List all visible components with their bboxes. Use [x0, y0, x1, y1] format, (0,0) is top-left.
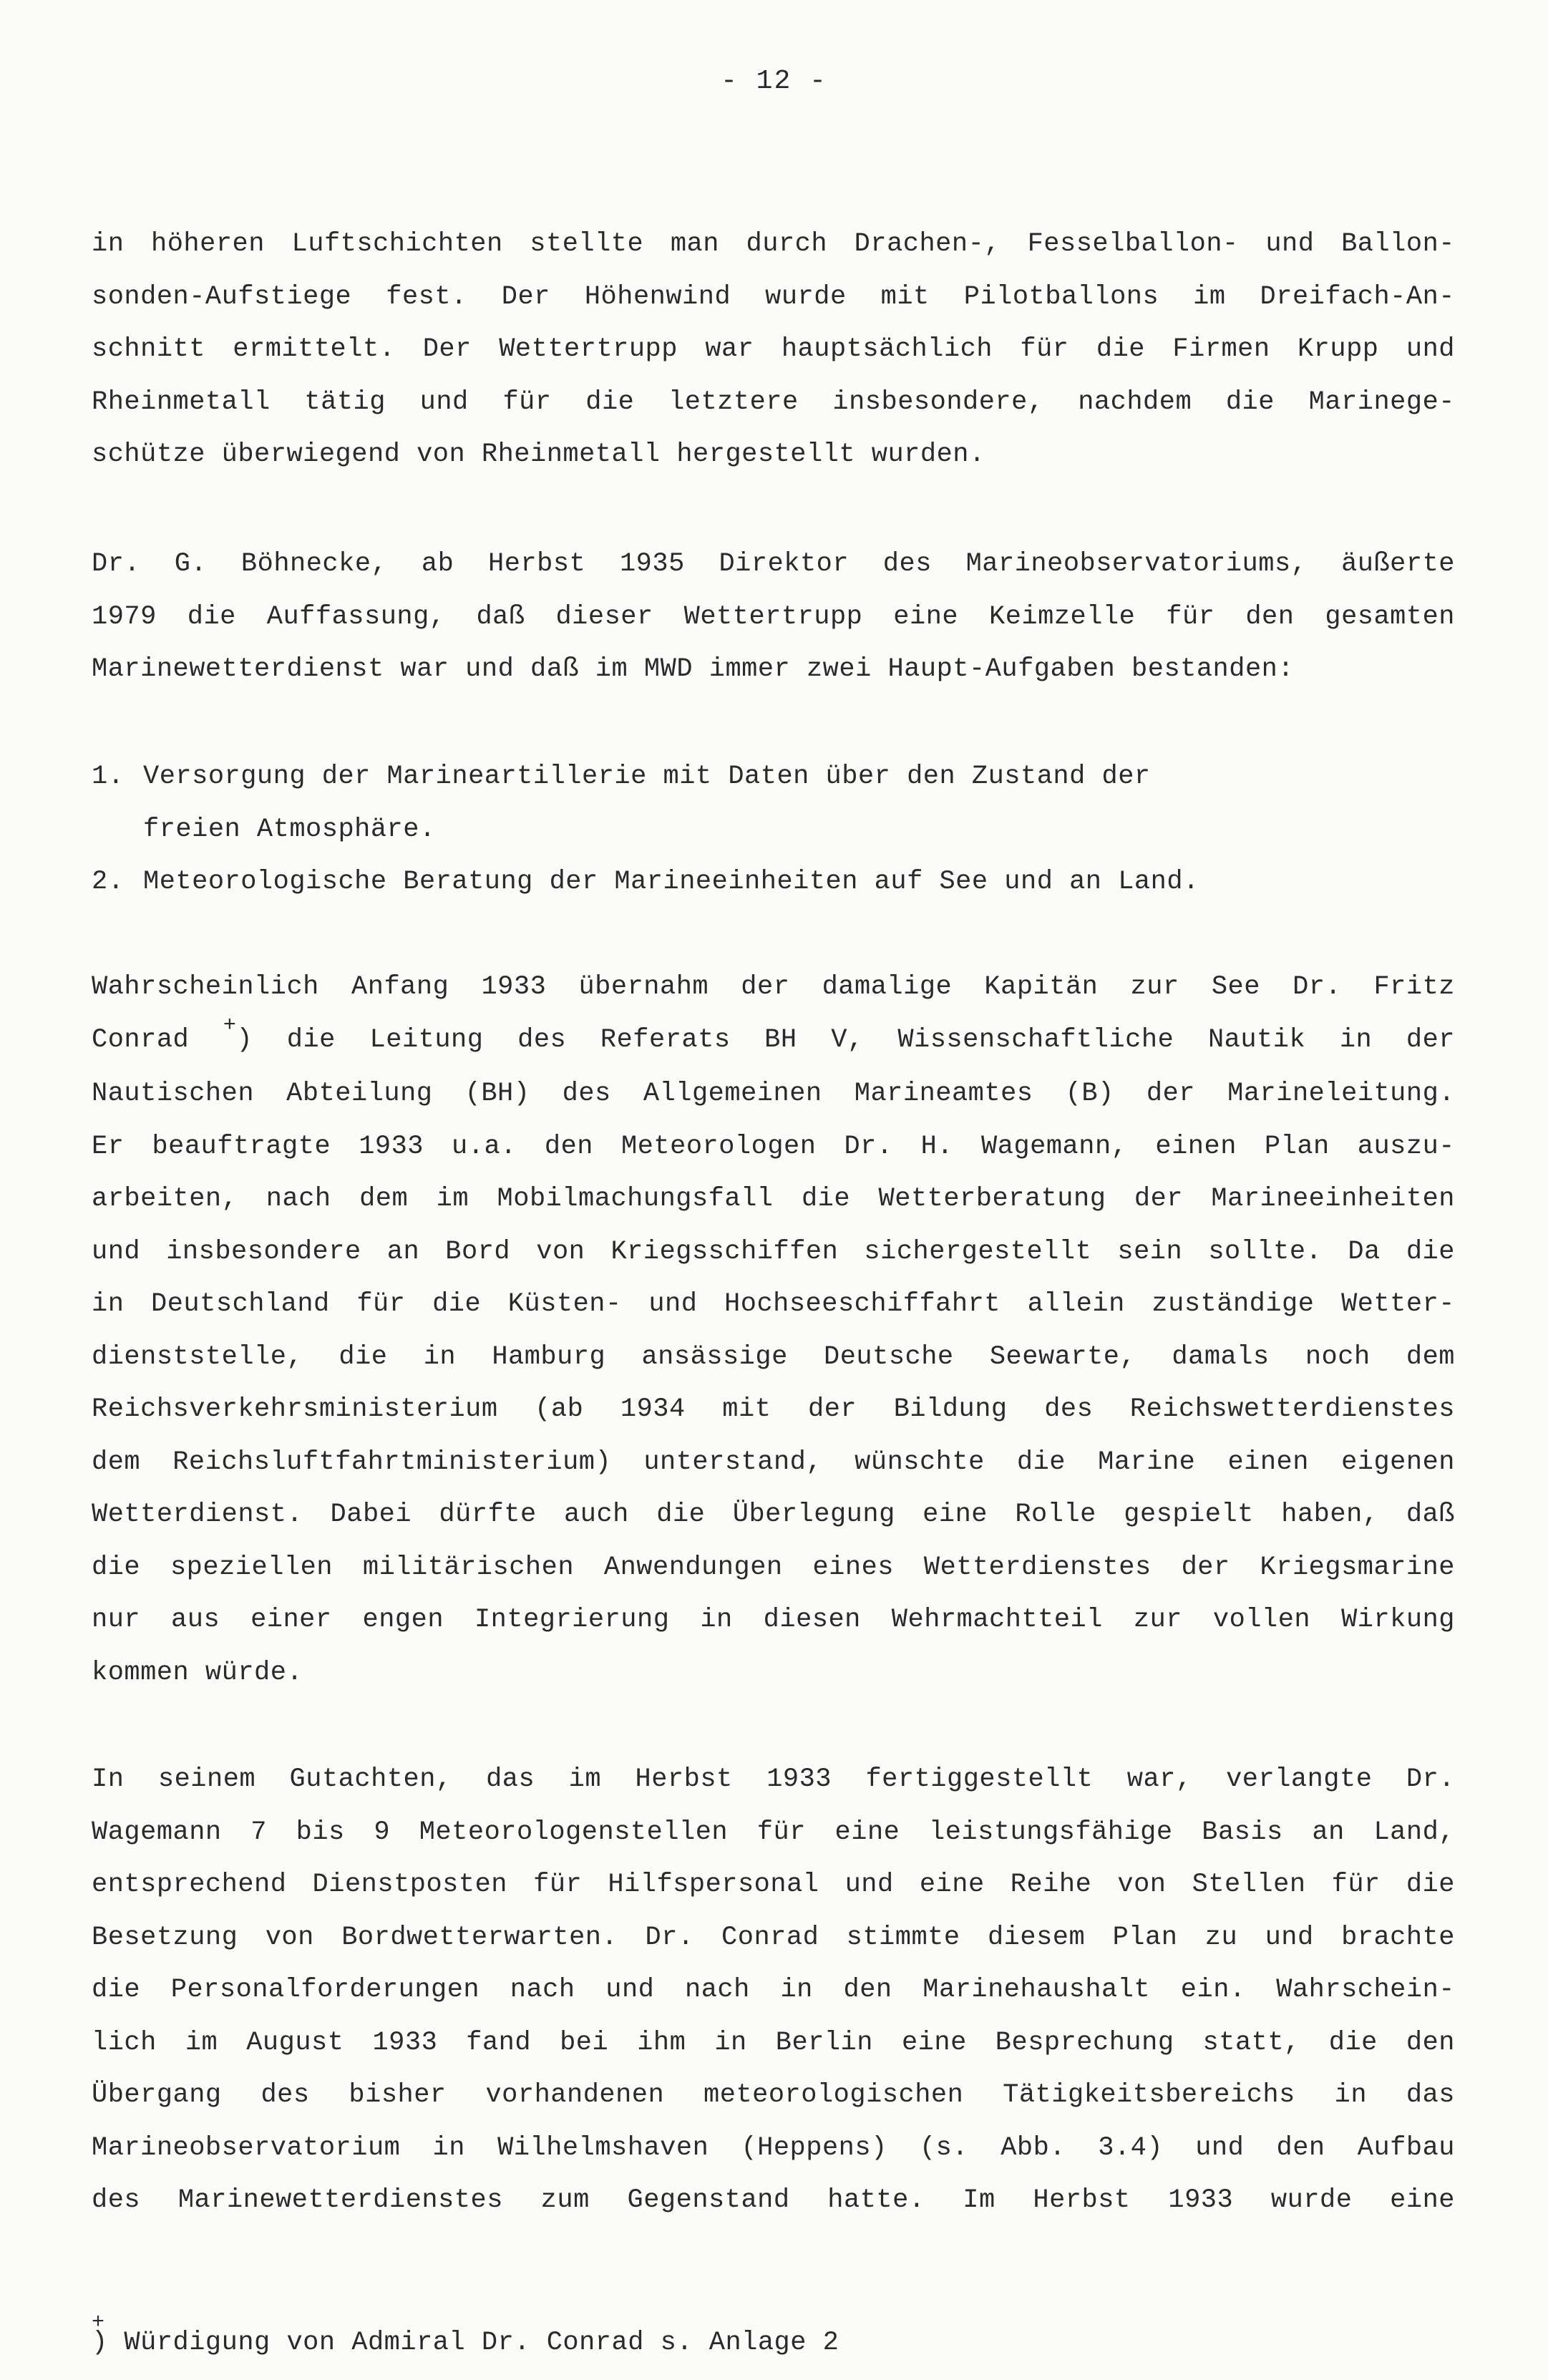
- text-line: Übergang des bisher vorhandenen meteorologischen Tätigkeitsbereichs in das: [92, 2080, 1455, 2110]
- text-line: Nautischen Abteilung (BH) des Allgemeinen Marineamtes (B) der Marineleitung.: [92, 1079, 1455, 1109]
- footnote-mark: +: [92, 2311, 105, 2335]
- text-line: dem Reichsluftfahrtministerium) unterstand, wünschte die Marine einen eigenen: [92, 1447, 1455, 1477]
- text-line: Er beauftragte 1933 u.a. den Meteorologen Dr. H. Wagemann, einen Plan auszu-: [92, 1131, 1455, 1162]
- text-line: die Personalforderungen nach und nach in den Marinehaushalt ein. Wahrschein-: [92, 1975, 1455, 2005]
- text-line: lich im August 1933 fand bei ihm in Berlin eine Besprechung statt, die den: [92, 2027, 1455, 2058]
- text-fragment: ) die Leitung des Referats BH V, Wissenschaftliche Nautik in der: [236, 1024, 1455, 1055]
- list-number: 1.: [92, 762, 125, 792]
- text-line: Dr. G. Böhnecke, ab Herbst 1935 Direktor des Marineobservatoriums, äußerte: [92, 549, 1455, 579]
- text-line-with-footnote: [92, 1014, 1455, 1069]
- list-text-continuation: freien Atmosphäre.: [143, 814, 436, 845]
- text-line: in höheren Luftschichten stellte man durch Drachen-, Fesselballon- und Ballon-: [92, 229, 1455, 259]
- footnote: [92, 2311, 839, 2361]
- text-fragment: Conrad: [92, 1024, 223, 1055]
- page-number: - 12 -: [721, 66, 827, 97]
- text-line: entsprechend Dienstposten für Hilfspersonal und eine Reihe von Stellen für die: [92, 1870, 1455, 1900]
- text-line: in Deutschland für die Küsten- und Hochseeschiffahrt allein zuständige Wetter-: [92, 1289, 1455, 1319]
- text-line: Rheinmetall tätig und für die letztere insbesondere, nachdem die Marinege-: [92, 387, 1455, 417]
- list-item-2: [92, 856, 1455, 909]
- text-line: Reichsverkehrsministerium (ab 1934 mit der Bildung des Reichswetterdienstes: [92, 1394, 1455, 1424]
- text-line: und insbesondere an Bord von Kriegsschiffen sichergestellt sein sollte. Da die: [92, 1236, 1455, 1267]
- text-line: schütze überwiegend von Rheinmetall hergestellt wurden.: [92, 439, 985, 470]
- list-text: Meteorologische Beratung der Marineeinheiten auf See und an Land.: [143, 867, 1199, 897]
- text-line: sonden-Aufstiege fest. Der Höhenwind wurde mit Pilotballons im Dreifach-An-: [92, 281, 1455, 312]
- paragraph-1: [92, 218, 1455, 482]
- text-line: Besetzung von Bordwetterwarten. Dr. Conrad stimmte diesem Plan zu und brachte: [92, 1922, 1455, 1953]
- footnote-reference: +: [223, 1013, 237, 1038]
- paragraph-2: [92, 538, 1455, 696]
- text-line: Marineobservatorium in Wilhelmshaven (Heppens) (s. Abb. 3.4) und den Aufbau: [92, 2132, 1455, 2163]
- text-line: In seinem Gutachten, das im Herbst 1933 fertiggestellt war, verlangte Dr.: [92, 1764, 1455, 1794]
- text-line: schnitt ermittelt. Der Wettertrupp war hauptsächlich für die Firmen Krupp und: [92, 334, 1455, 364]
- paragraph-3: [92, 961, 1455, 1699]
- text-line: 1979 die Auffassung, daß dieser Wettertrupp eine Keimzelle für den gesamten: [92, 601, 1455, 632]
- list-item-1: [92, 751, 1455, 856]
- text-line: nur aus einer engen Integrierung in diesen Wehrmachtteil zur vollen Wirkung: [92, 1605, 1455, 1635]
- text-line: arbeiten, nach dem im Mobilmachungsfall die Wetterberatung der Marineeinheiten: [92, 1184, 1455, 1214]
- text-line: dienststelle, die in Hamburg ansässige Deutsche Seewarte, damals noch dem: [92, 1341, 1455, 1372]
- text-line: Marinewetterdienst war und daß im MWD immer zwei Haupt-Aufgaben bestanden:: [92, 654, 1295, 684]
- footnote-text: ) Würdigung von Admiral Dr. Conrad s. Anlage 2: [92, 2328, 839, 2358]
- text-line: die speziellen militärischen Anwendungen eines Wetterdienstes der Kriegsmarine: [92, 1552, 1455, 1583]
- text-line: kommen würde.: [92, 1657, 303, 1688]
- paragraph-4: [92, 1754, 1455, 2228]
- text-line: Wahrscheinlich Anfang 1933 übernahm der damalige Kapitän zur See Dr. Fritz: [92, 972, 1455, 1002]
- list-number: 2.: [92, 867, 125, 897]
- text-line: des Marinewetterdienstes zum Gegenstand hatte. Im Herbst 1933 wurde eine: [92, 2185, 1455, 2215]
- text-line: Wagemann 7 bis 9 Meteorologenstellen für eine leistungsfähige Basis an Land,: [92, 1817, 1455, 1847]
- text-line: Wetterdienst. Dabei dürfte auch die Überlegung eine Rolle gespielt haben, daß: [92, 1500, 1455, 1530]
- list-text: Versorgung der Marineartillerie mit Daten über den Zustand der: [143, 762, 1151, 792]
